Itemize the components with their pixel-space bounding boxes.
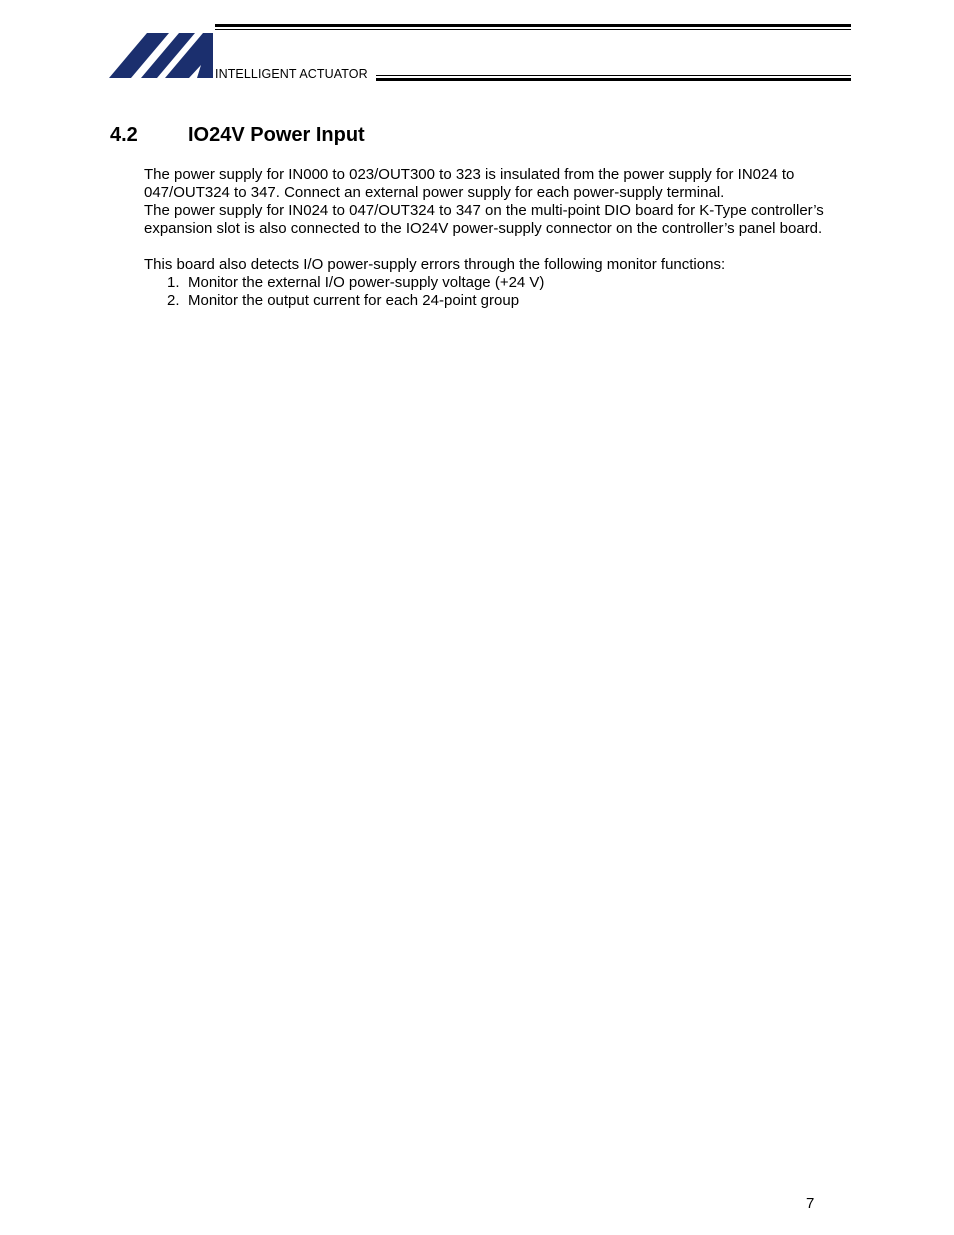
- list-item-text: Monitor the external I/O power-supply voltage (+24 V): [188, 274, 545, 291]
- paragraph-connection: The power supply for IN024 to 047/OUT324 to 347 on the multi-point DIO board for K-Type controller’s expansion slot is also connected to the IO24V power-supply connector on the controller’s panel board.: [144, 202, 824, 237]
- list-item-number: 1.: [167, 274, 180, 291]
- section-body: [144, 166, 844, 310]
- section-title: IO24V Power Input: [188, 124, 365, 146]
- list-item: [144, 274, 844, 292]
- header-bottom-rule: [376, 75, 851, 81]
- monitor-function-list: [144, 274, 844, 310]
- iai-logo: [109, 33, 213, 78]
- paragraph-insulation: The power supply for IN000 to 023/OUT300 to 323 is insulated from the power supply for IN024 to 047/OUT324 to 347. Connect an external power supply for each power-supply terminal.: [144, 166, 795, 201]
- paragraph-monitor-intro: This board also detects I/O power-supply errors through the following monitor functions:: [144, 256, 726, 273]
- section-number: 4.2: [110, 124, 138, 146]
- list-item-number: 2.: [167, 292, 180, 309]
- company-name: INTELLIGENT ACTUATOR: [215, 67, 368, 81]
- list-item: [144, 292, 844, 310]
- section-heading: [110, 124, 365, 147]
- header-top-rule: [215, 24, 851, 30]
- list-item-text: Monitor the output current for each 24-point group: [188, 292, 520, 309]
- page-number: 7: [806, 1195, 815, 1212]
